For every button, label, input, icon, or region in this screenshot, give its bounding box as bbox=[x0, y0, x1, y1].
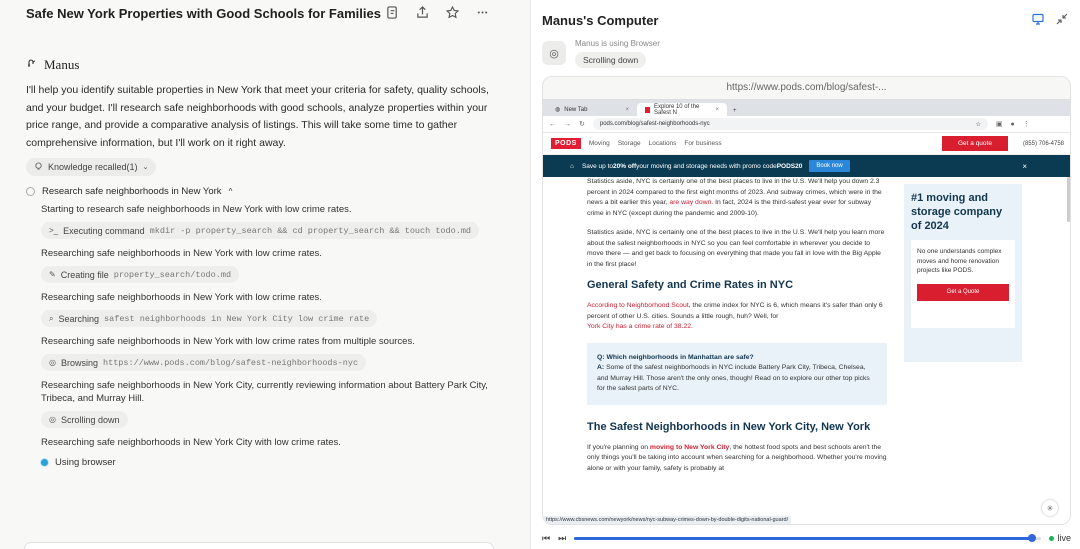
computer-tools bbox=[1032, 13, 1068, 28]
viewer-url: https://www.pods.com/blog/safest-... bbox=[726, 82, 887, 93]
compass-icon: ◎ bbox=[49, 358, 56, 367]
action-label: Searching bbox=[58, 313, 100, 324]
reload-icon[interactable]: ↻ bbox=[579, 121, 585, 128]
book-now-button[interactable]: Book now bbox=[809, 160, 849, 172]
agent-status bbox=[542, 41, 660, 68]
pods-favicon-icon bbox=[645, 107, 650, 113]
bookmark-star-icon[interactable]: ☆ bbox=[975, 121, 981, 128]
sidebar-ad-heading: #1 moving and storage company of 2024 bbox=[911, 192, 1003, 232]
new-tab-icon[interactable]: + bbox=[733, 108, 737, 114]
article-paragraph bbox=[587, 301, 887, 333]
nav-link-locations[interactable]: Locations bbox=[648, 140, 677, 147]
nav-link-business[interactable]: For business bbox=[684, 140, 722, 147]
compass-icon: ◎ bbox=[49, 415, 56, 424]
browser-toolbar bbox=[543, 116, 1071, 133]
replay-controls bbox=[542, 531, 1071, 545]
site-navbar bbox=[543, 133, 1071, 155]
browser-viewer bbox=[542, 76, 1071, 525]
globe-icon: ◍ bbox=[555, 107, 561, 113]
page-scrollbar[interactable] bbox=[1067, 177, 1071, 222]
more-icon[interactable] bbox=[474, 4, 490, 20]
nav-link-moving[interactable]: Moving bbox=[588, 140, 610, 147]
progress-knob[interactable] bbox=[1028, 534, 1036, 542]
close-icon[interactable]: × bbox=[715, 106, 719, 113]
progress-line: Starting to research safe neighborhoods in New York with low crime rates. bbox=[41, 204, 352, 215]
agent-name: Manus bbox=[44, 57, 80, 72]
live-dot-icon bbox=[1049, 536, 1054, 541]
article-text: If you're planning on bbox=[587, 443, 650, 451]
phone-number[interactable]: (855) 706-4758 bbox=[1022, 140, 1064, 147]
progress-line: Researching safe neighborhoods in New York City, currently reviewing information about Battery Park City, Tribeca, and Murray Hill. bbox=[41, 380, 488, 404]
promo-banner bbox=[543, 155, 1071, 177]
live-label: live bbox=[1057, 533, 1071, 543]
agent-action-pill: Scrolling down bbox=[575, 52, 646, 68]
monitor-icon[interactable] bbox=[1032, 13, 1044, 28]
agent-status-text: Manus is using Browser bbox=[575, 39, 660, 48]
menu-icon[interactable]: ⋮ bbox=[1022, 121, 1030, 128]
knowledge-pill-label: Knowledge recalled(1) bbox=[48, 162, 138, 172]
browser-screenshot[interactable] bbox=[543, 99, 1071, 525]
browser-tab-label: New Tab bbox=[564, 106, 588, 113]
promo-discount: 20% off bbox=[613, 162, 637, 170]
document-icon[interactable] bbox=[384, 4, 400, 20]
action-chip[interactable] bbox=[41, 411, 128, 428]
skip-back-icon[interactable]: ⏮ bbox=[542, 532, 551, 543]
faq-question: Q: Which neighborhoods in Manhattan are safe? bbox=[597, 353, 754, 361]
progress-line: Researching safe neighborhoods in New York with low crime rates. bbox=[41, 292, 322, 303]
article-link[interactable]: According to Neighborhood Scout bbox=[587, 302, 689, 309]
progress-line: Researching safe neighborhoods in New York City with low crime rates. bbox=[41, 437, 341, 448]
address-text: pods.com/blog/safest-neighborhoods-nyc bbox=[599, 121, 710, 127]
sidebar-ad bbox=[904, 184, 1022, 362]
chevron-down-icon: ⌄ bbox=[142, 164, 149, 171]
action-detail: safest neighborhoods in New York City low crime rate bbox=[104, 313, 370, 324]
task-step-details bbox=[41, 203, 492, 468]
current-activity bbox=[41, 457, 492, 468]
browser-tabs bbox=[543, 100, 1071, 116]
action-label: Scrolling down bbox=[60, 414, 120, 425]
star-icon[interactable] bbox=[444, 4, 460, 20]
message-input[interactable] bbox=[24, 542, 494, 549]
action-chip[interactable] bbox=[41, 266, 239, 283]
promo-text-post: your moving and storage needs with promo code bbox=[636, 162, 777, 170]
action-chip[interactable] bbox=[41, 310, 377, 327]
search-icon: ⌕ bbox=[49, 313, 54, 323]
task-step-title: Research safe neighborhoods in New York bbox=[42, 185, 222, 197]
back-icon[interactable]: ← bbox=[549, 120, 556, 128]
action-chip[interactable] bbox=[41, 354, 366, 371]
extensions-icon[interactable]: ▣ bbox=[995, 121, 1003, 128]
action-label: Browsing bbox=[60, 357, 98, 368]
sidebar-ad-body: No one understands complex moves and home renovation projects like PODS. bbox=[917, 248, 1002, 274]
share-icon[interactable] bbox=[414, 4, 430, 20]
action-detail: https://www.pods.com/blog/safest-neighborhoods-nyc bbox=[103, 357, 359, 368]
chevron-up-icon: ^ bbox=[228, 186, 233, 196]
tag-icon: ⌂ bbox=[570, 162, 574, 170]
article-link[interactable]: are way down bbox=[669, 199, 712, 206]
forward-icon[interactable]: → bbox=[564, 120, 571, 128]
article-link[interactable]: York City has a crime rate of 38.22. bbox=[587, 323, 693, 330]
sidebar-ad-card bbox=[911, 240, 1015, 328]
section-heading: General Safety and Crime Rates in NYC bbox=[587, 279, 794, 291]
progress-line: Researching safe neighborhoods in New York with low crime rates from multiple sources. bbox=[41, 336, 415, 347]
address-bar[interactable] bbox=[593, 118, 988, 130]
header-actions bbox=[384, 4, 490, 20]
browser-tab[interactable] bbox=[547, 103, 637, 116]
browser-compass-icon: ◎ bbox=[542, 41, 566, 65]
progress-line: Researching safe neighborhoods in New York with low crime rates. bbox=[41, 248, 322, 259]
article-text: , the hottest food spots and best schools aren't the only things you'll be taking into account when searching for a neighborhood. Whether you're moving alone or with your family, safety is probably at bbox=[587, 443, 887, 472]
faq-answer: Some of the safest neighborhoods in NYC include Battery Park City, Tribeca, Chelsea, and Murray Hill. Those aren't the only ones, though! Read on to explore our other top picks for the safest parts of NYC. bbox=[597, 364, 870, 392]
live-indicator[interactable] bbox=[1049, 533, 1071, 543]
chat-thread bbox=[26, 56, 492, 468]
article-text: , the crime index for NYC is 6, which means it's safer than only 6 percent of other U.S. cities. Sounds a little rough, huh? Well, for bbox=[587, 302, 883, 320]
close-icon[interactable]: × bbox=[625, 106, 629, 113]
page-title: Safe New York Properties with Good Schools for Families bbox=[26, 6, 381, 21]
computer-panel bbox=[530, 0, 1080, 549]
article-text: . In fact, 2024 is the third-safest year ever for subway crime in NYC (except during the pandemic and 2009-10). bbox=[587, 199, 872, 217]
get-quote-button[interactable]: Get a quote bbox=[942, 136, 1008, 151]
manus-logo-icon bbox=[26, 57, 38, 73]
current-activity-label: Using browser bbox=[55, 457, 116, 468]
sidebar-quote-button[interactable]: Get a Quote bbox=[917, 284, 1009, 302]
article-content bbox=[587, 177, 887, 483]
promo-code: PODS20 bbox=[776, 162, 803, 170]
knowledge-pill[interactable] bbox=[26, 158, 156, 176]
article-link[interactable]: moving to New York City bbox=[649, 443, 730, 451]
agent-message: I'll help you identify suitable properties in New York that meet your criteria for safety, quality schools, and your budget. I'll research safe neighborhoods with good schools, analyze properties within your price range, and provide a comparative analysis of listings. This will take some time to gather comprehensive information, but I'll work on it right away. bbox=[26, 84, 489, 149]
loading-spinner-icon: ✳ bbox=[1042, 500, 1058, 516]
chat-panel bbox=[0, 0, 530, 549]
action-label: Executing command bbox=[63, 225, 145, 236]
replay-progress-bar[interactable] bbox=[574, 537, 1041, 540]
chat-header bbox=[0, 0, 500, 38]
lightbulb-icon bbox=[34, 162, 43, 173]
agent-header bbox=[26, 56, 492, 74]
action-detail: property_search/todo.md bbox=[113, 269, 232, 280]
article-paragraph bbox=[587, 443, 887, 475]
link-status-bar: https://www.cbsnews.com/newyork/news/nyc-subway-crimes-down-by-double-digits-national-guard/ bbox=[543, 516, 791, 525]
faq-box bbox=[587, 343, 887, 405]
edit-icon: ✎ bbox=[49, 270, 56, 279]
progress-fill bbox=[574, 537, 1032, 540]
profile-icon[interactable]: ● bbox=[1010, 120, 1015, 128]
action-label: Creating file bbox=[60, 269, 109, 280]
faq-answer-label: A: bbox=[597, 364, 605, 371]
nav-link-storage[interactable]: Storage bbox=[617, 140, 641, 147]
action-detail: mkdir -p property_search && cd property_search && touch todo.md bbox=[149, 225, 472, 236]
terminal-icon: >_ bbox=[49, 226, 59, 235]
computer-title: Manus's Computer bbox=[542, 13, 659, 28]
article-paragraph bbox=[587, 177, 887, 219]
activity-indicator-icon bbox=[41, 459, 48, 466]
promo-text-pre: Save up to bbox=[581, 162, 614, 170]
action-chip[interactable] bbox=[41, 222, 479, 239]
article-paragraph: Statistics aside, NYC is certainly one of the best places to live in the U.S. We'll help you learn more about the safest neighborhoods in NYC so you can feel comfortable in wherever you decide to move there — and get back to focusing on everything that made you fall in love with the Big Apple in the first place! bbox=[587, 229, 885, 268]
browser-tab-active[interactable] bbox=[637, 103, 727, 116]
promo-close-icon[interactable]: × bbox=[1022, 161, 1027, 171]
collapse-icon[interactable] bbox=[1056, 13, 1068, 28]
browser-tab-label: Explore 10 of the Safest N bbox=[653, 103, 700, 116]
step-status-icon bbox=[26, 187, 35, 196]
skip-forward-icon[interactable]: ⏭ bbox=[558, 532, 567, 543]
pods-logo[interactable]: PODS bbox=[551, 138, 581, 149]
section-heading: The Safest Neighborhoods in New York City, New York bbox=[587, 420, 871, 433]
task-step-header[interactable] bbox=[26, 184, 492, 198]
article-text: Statistics aside, NYC is certainly one of the best places to live in the U.S. We'll help you down 2.3 percent in 2024 compared to the first eight months of 2023. And subway crimes, which were in the news a bit earlier this year, bbox=[587, 178, 882, 206]
